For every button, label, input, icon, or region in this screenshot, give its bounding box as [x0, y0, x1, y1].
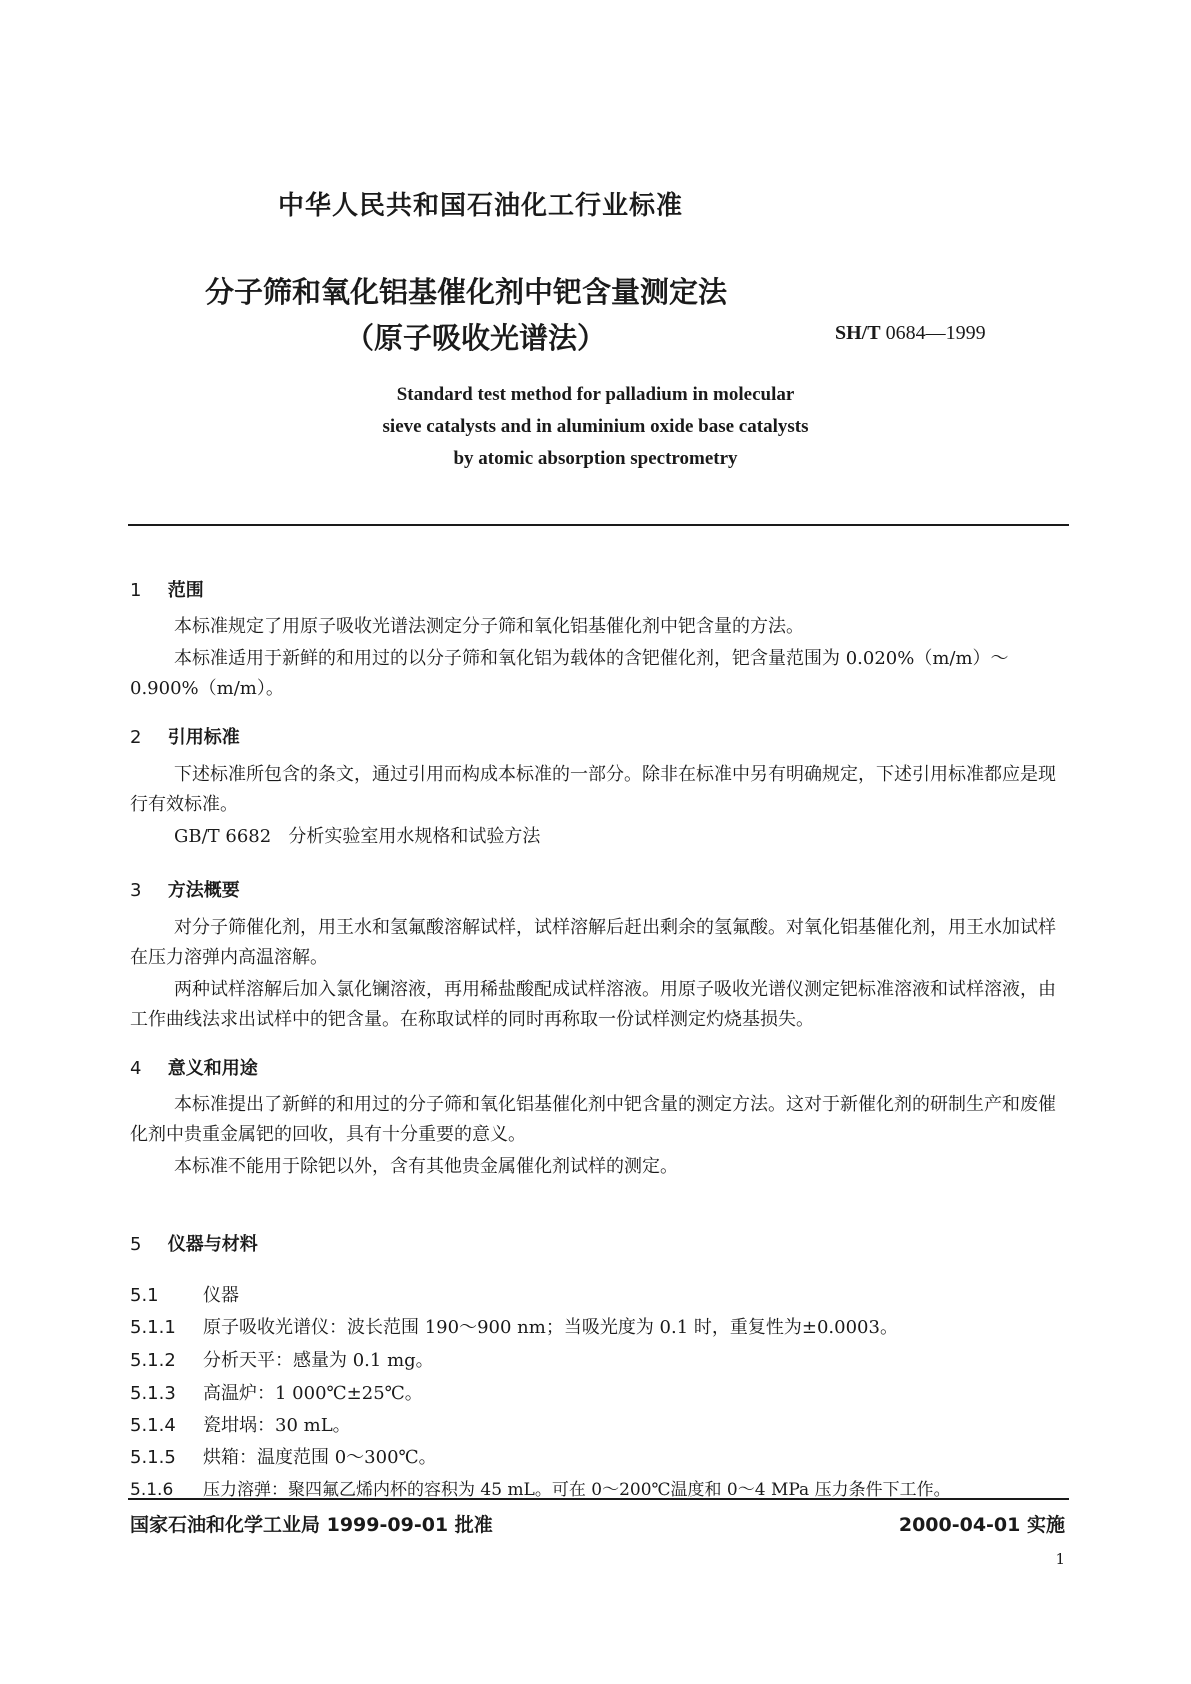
clause-number: 5.1.5	[130, 1447, 176, 1468]
clause-5-1-3	[130, 1379, 423, 1405]
footer-divider	[128, 1498, 1069, 1500]
section-1-paragraph-1: 本标准规定了用原子吸收光谱法测定分子筛和氧化铝基催化剂中钯含量的方法。	[174, 616, 804, 637]
implementation-date: 2000-04-01 实施	[898, 1514, 1065, 1536]
clause-number: 5.1.3	[130, 1383, 176, 1404]
clause-text: 压力溶弹：聚四氟乙烯内杯的容积为 45 mL。可在 0～200℃温度和 0～4 MPa 压力条件下工作。	[203, 1480, 951, 1500]
section-2-heading	[130, 723, 240, 749]
section-1-heading	[130, 576, 204, 602]
section-number: 4	[130, 1058, 142, 1079]
clause-5-1-1	[130, 1313, 898, 1339]
section-1-paragraph-2: 本标准适用于新鲜的和用过的以分子筛和氧化铝为载体的含钯催化剂，钯含量范围为 0.020%（m/m）～0.900%（m/m）。	[130, 648, 1009, 699]
title-english-line3: by atomic absorption spectrometry	[453, 448, 738, 469]
header-divider	[128, 524, 1069, 526]
clause-text: 仪器	[203, 1285, 239, 1306]
clause-number: 5.1	[130, 1285, 159, 1306]
clause-5-1-5	[130, 1443, 437, 1469]
standard-code	[835, 322, 986, 345]
title-english-line2: sieve catalysts and in aluminium oxide base catalysts	[382, 416, 809, 437]
section-title: 方法概要	[167, 880, 240, 901]
title-chinese-line2: （原子吸收光谱法）	[345, 321, 607, 355]
approval-line: 国家石油和化学工业局 1999-09-01 批准	[130, 1514, 493, 1536]
clause-text: 烘箱：温度范围 0～300℃。	[203, 1447, 437, 1468]
section-number: 5	[130, 1234, 142, 1255]
clause-text: 分析天平：感量为 0.1 mg。	[203, 1350, 434, 1371]
clause-5-1-4	[130, 1411, 351, 1437]
reference-entry	[174, 822, 974, 852]
clause-number: 5.1.4	[130, 1415, 176, 1436]
standard-code-number: 0684—1999	[885, 322, 986, 344]
section-number: 1	[130, 580, 142, 601]
clause-text: 高温炉：1 000℃±25℃。	[203, 1383, 423, 1404]
clause-5-1	[130, 1281, 239, 1307]
clause-text: 原子吸收光谱仪：波长范围 190～900 nm；当吸光度为 0.1 时，重复性为±0.0003。	[203, 1317, 898, 1338]
section-4-heading	[130, 1054, 258, 1080]
section-3-paragraph-1: 对分子筛催化剂，用王水和氢氟酸溶解试样，试样溶解后赶出剩余的氢氟酸。对氧化铝基催化剂，用王水加试样在压力溶弹内高温溶解。	[130, 917, 1056, 968]
section-4-paragraph-2: 本标准不能用于除钯以外，含有其他贵金属催化剂试样的测定。	[174, 1156, 678, 1177]
section-title: 引用标准	[167, 727, 240, 748]
clause-number: 5.1.6	[130, 1480, 174, 1500]
standard-code-prefix: SH/T	[835, 322, 881, 344]
section-3-paragraph-2: 两种试样溶解后加入氯化镧溶液，再用稀盐酸配成试样溶液。用原子吸收光谱仪测定钯标准溶液和试样溶液，由工作曲线法求出试样中的钯含量。在称取试样的同时再称取一份试样测定灼烧基损失。	[130, 979, 1056, 1030]
section-2-paragraph-1: 下述标准所包含的条文，通过引用而构成本标准的一部分。除非在标准中另有明确规定，下述引用标准都应是现行有效标准。	[130, 764, 1056, 815]
reference-title: 分析实验室用水规格和试验方法	[288, 826, 541, 847]
clause-5-1-2	[130, 1346, 434, 1372]
clause-5-1-6	[130, 1475, 951, 1500]
clause-number: 5.1.1	[130, 1317, 176, 1338]
section-5-heading	[130, 1230, 258, 1256]
section-title: 范围	[167, 580, 204, 601]
section-3-heading	[130, 876, 240, 902]
title-english-line1: Standard test method for palladium in molecular	[396, 384, 795, 405]
standard-organization: 中华人民共和国石油化工行业标准	[278, 191, 684, 221]
clause-text: 瓷坩埚：30 mL。	[203, 1415, 351, 1436]
clause-number: 5.1.2	[130, 1350, 176, 1371]
title-chinese-line1: 分子筛和氧化铝基催化剂中钯含量测定法	[205, 275, 728, 309]
section-number: 2	[130, 727, 142, 748]
section-title: 意义和用途	[167, 1058, 258, 1079]
page-number: 1	[1055, 1550, 1065, 1568]
section-title: 仪器与材料	[167, 1234, 258, 1255]
section-4-paragraph-1: 本标准提出了新鲜的和用过的分子筛和氧化铝基催化剂中钯含量的测定方法。这对于新催化剂的研制生产和废催化剂中贵重金属钯的回收，具有十分重要的意义。	[130, 1094, 1056, 1145]
section-number: 3	[130, 880, 142, 901]
reference-code: GB/T 6682	[174, 826, 272, 847]
